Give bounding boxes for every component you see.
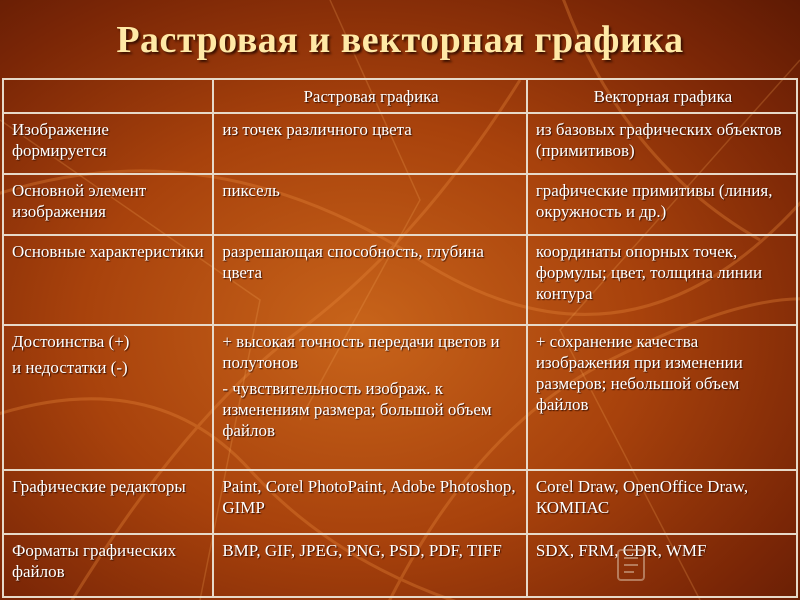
row-label-line: и недостатки (-) [12, 358, 128, 378]
table-row [3, 235, 797, 325]
vector-cell: Corel Draw, OpenOffice Draw, КОМПАС [527, 470, 797, 533]
row-label: Изображение формируется [3, 113, 213, 174]
raster-cell: из точек различного цвета [213, 113, 526, 174]
raster-disadvantage: - чувствительность изображ. к изменениям размера; большой объем файлов [222, 379, 492, 441]
row-label: Графические редакторы [3, 470, 213, 533]
vector-cell: графические примитивы (линия, окружность и др.) [527, 174, 797, 235]
vector-cell: координаты опорных точек, формулы; цвет, толщина линии контура [527, 235, 797, 325]
raster-advantage: + высокая точность передачи цветов и полутонов [222, 332, 500, 373]
comparison-table [2, 78, 798, 598]
table-row [3, 174, 797, 235]
vector-cell: SDX, FRM, CDR, WMF [527, 534, 797, 597]
row-label: Форматы графических файлов [3, 534, 213, 597]
raster-cell: BMP, GIF, JPEG, PNG, PSD, PDF, TIFF [213, 534, 526, 597]
vector-cell: из базовых графических объектов (примитивов) [527, 113, 797, 174]
row-label [3, 325, 213, 470]
table-row [3, 325, 797, 470]
table-row [3, 470, 797, 533]
raster-cell [213, 325, 526, 470]
row-label: Основной элемент изображения [3, 174, 213, 235]
raster-cell: Paint, Corel PhotoPaint, Adobe Photoshop, GIMP [213, 470, 526, 533]
table-row [3, 113, 797, 174]
raster-cell: разрешающая способность, глубина цвета [213, 235, 526, 325]
watermark-logo [614, 540, 774, 590]
row-label: Основные характеристики [3, 235, 213, 325]
header-cell-vector: Векторная графика [527, 79, 797, 113]
slide-title: Растровая и векторная графика [116, 19, 684, 61]
header-cell-empty [3, 79, 213, 113]
vector-cell: + сохранение качества изображения при изменении размеров; небольшой объем файлов [527, 325, 797, 470]
row-label-line: Достоинства (+) [12, 332, 130, 352]
table-header-row [3, 79, 797, 113]
raster-cell: пиксель [213, 174, 526, 235]
header-cell-raster: Растровая графика [213, 79, 526, 113]
